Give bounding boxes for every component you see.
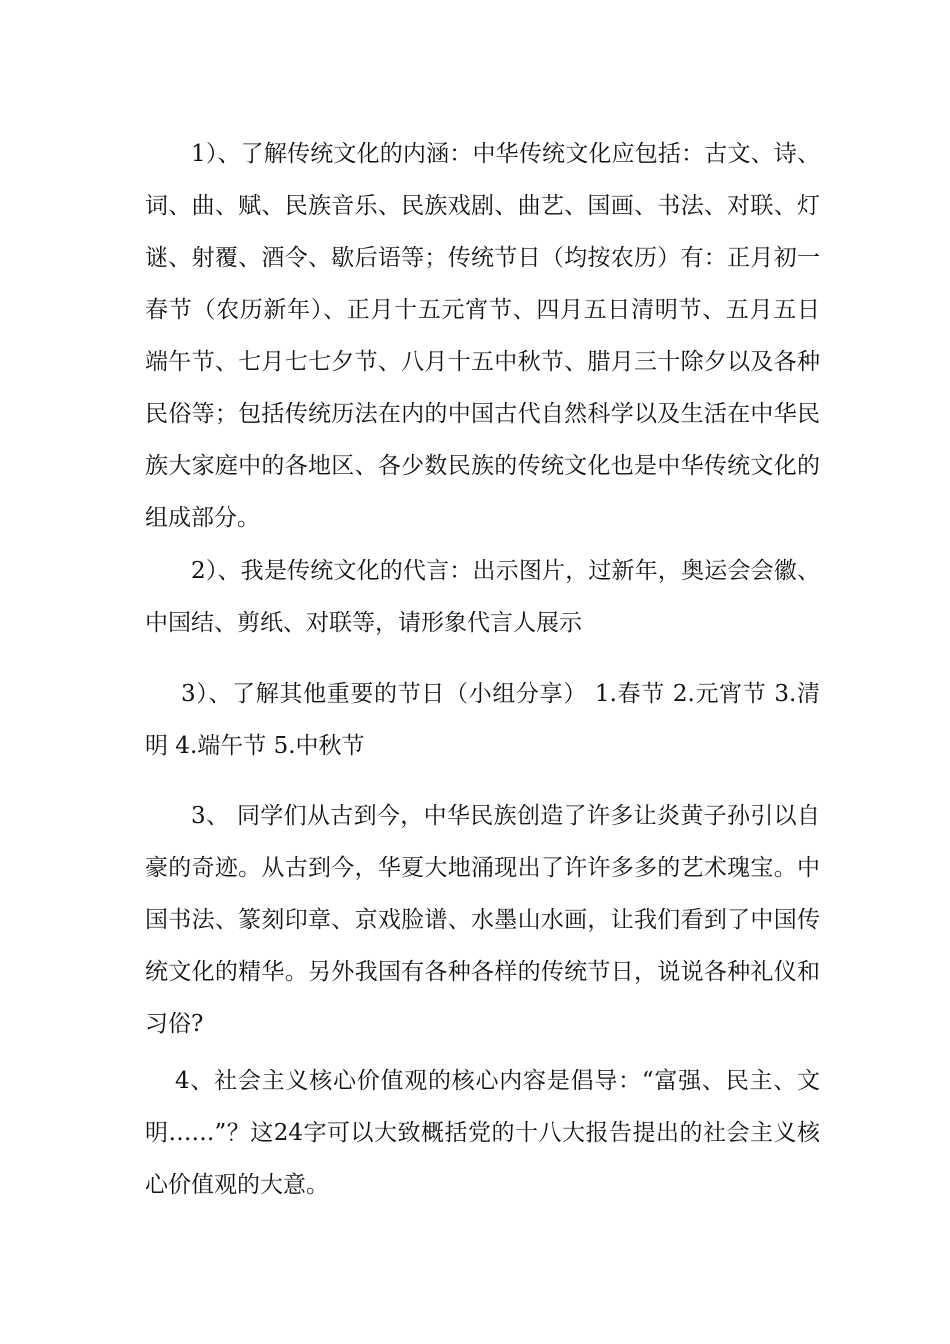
paragraph-traditional-culture-connotation: 1）、了解传统文化的内涵：中华传统文化应包括：古文、诗、词、曲、赋、民族音乐、民族戏剧、曲艺、国画、书法、对联、灯谜、射覆、酒令、歇后语等；传统节日（均按农历）有：正月初一春节（农历新年）、正月十五元宵节、四月五日清明节、五月五日端午节、七月七七夕节、八月十五中秋节、腊月三十除夕以及各种民俗等；包括传统历法在内的中国古代自然科学以及生活在中华民族大家庭中的各地区、各少数民族的传统文化也是中华传统文化的组成部分。 [145, 141, 820, 531]
paragraph-chinese-miracles: 3、 同学们从古到今，中华民族创造了许多让炎黄子孙引以自豪的奇迹。从古到今，华夏大地涌现出了许许多多的艺术瑰宝。中国书法、篆刻印章、京戏脸谱、水墨山水画，让我们看到了中国传统文化的精华。另外我国有各种各样的传统节日，说说各种礼仪和习俗? [145, 803, 820, 1037]
paragraph-important-festivals: 3）、了解其他重要的节日（小组分享） 1.春节 2.元宵节 3.清明 4.端午节 5.中秋节 [145, 681, 820, 759]
paragraph-culture-spokesperson: 2）、我是传统文化的代言：出示图片，过新年，奥运会会徽、中国结、剪纸、对联等，请形象代言人展示 [145, 558, 820, 636]
paragraph-core-values: 4、社会主义核心价值观的核心内容是倡导：“富强、民主、文明……”？这24字可以大致概括党的十八大报告提出的社会主义核心价值观的大意。 [145, 1068, 820, 1198]
